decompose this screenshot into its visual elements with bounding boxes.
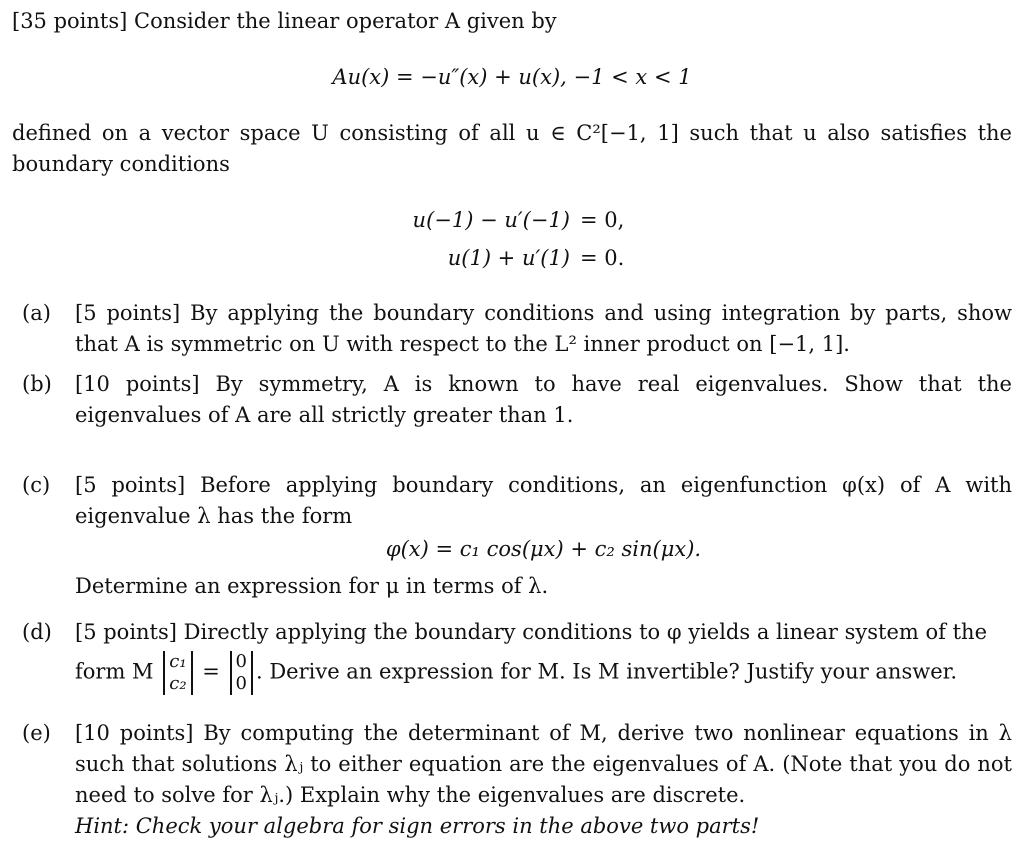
bc-rhs: = 0. (580, 246, 625, 270)
hint-text: Hint: Check your algebra for sign errors in the above two parts! (75, 814, 760, 838)
part-text: [5 points] By applying the boundary conditions and using integration by parts, show that A is symmetric on U with respect to the L² inner product on [−1, 1]. (75, 301, 1012, 356)
zero-vector (230, 651, 253, 695)
part-label: (e) (22, 721, 51, 745)
linear-system-line (75, 651, 1012, 695)
part-text: [10 points] By computing the determinant of M, derive two nonlinear equations in λ such that solutions λⱼ to either equation are the eigenvalues of A. (Note that you do not need to solve for λⱼ.) Explain why the eigenvalues are discrete. (75, 721, 1012, 807)
part-c (22, 470, 1012, 602)
part-label: (b) (22, 372, 52, 396)
part-label: (a) (22, 301, 51, 325)
part-d (22, 617, 1012, 695)
part-text: [10 points] By symmetry, A is known to have real eigenvalues. Show that the eigenvalues of A are all strictly greater than 1. (75, 372, 1012, 427)
part-text-end: . Derive an expression for M. Is M invertible? Justify your answer. (255, 659, 958, 684)
vector-entry: c₁ (169, 651, 187, 672)
bc-lhs: u(−1) − u′(−1) (412, 208, 570, 232)
part-label: (d) (22, 620, 52, 644)
vector-space-description: defined on a vector space U consisting of all u ∈ C²[−1, 1] such that u also satisfies the boundary conditions (12, 121, 1012, 176)
part-e (22, 718, 1012, 842)
part-label: (c) (22, 473, 51, 497)
operator-equation: Au(x) = −u″(x) + u(x), −1 < x < 1 (332, 65, 692, 89)
boundary-condition-1 (400, 205, 624, 243)
part-followup: Determine an expression for μ in terms of λ. (75, 574, 549, 598)
vector-entry: c₂ (169, 673, 187, 694)
vector-entry: 0 (235, 651, 247, 672)
bc-lhs: u(1) + u′(1) (447, 246, 570, 270)
bc-rhs: = 0, (580, 208, 625, 232)
part-text: [5 points] Directly applying the boundary conditions to φ yields a linear system of the (75, 620, 987, 644)
problem-intro: [35 points] Consider the linear operator A given by (12, 9, 557, 33)
eigenfunction-equation: φ(x) = c₁ cos(μx) + c₂ sin(μx). (385, 537, 702, 561)
equals-sign: = (202, 659, 220, 684)
form-text: form M (75, 659, 154, 684)
boundary-condition-2 (400, 243, 624, 281)
part-text: [5 points] Before applying boundary conditions, an eigenfunction φ(x) of A with eigenvalue λ has the form (75, 473, 1012, 528)
part-a (22, 298, 1012, 360)
boundary-conditions (400, 205, 624, 281)
part-b (22, 369, 1012, 431)
vector-entry: 0 (235, 673, 247, 694)
coefficient-vector (163, 651, 192, 695)
